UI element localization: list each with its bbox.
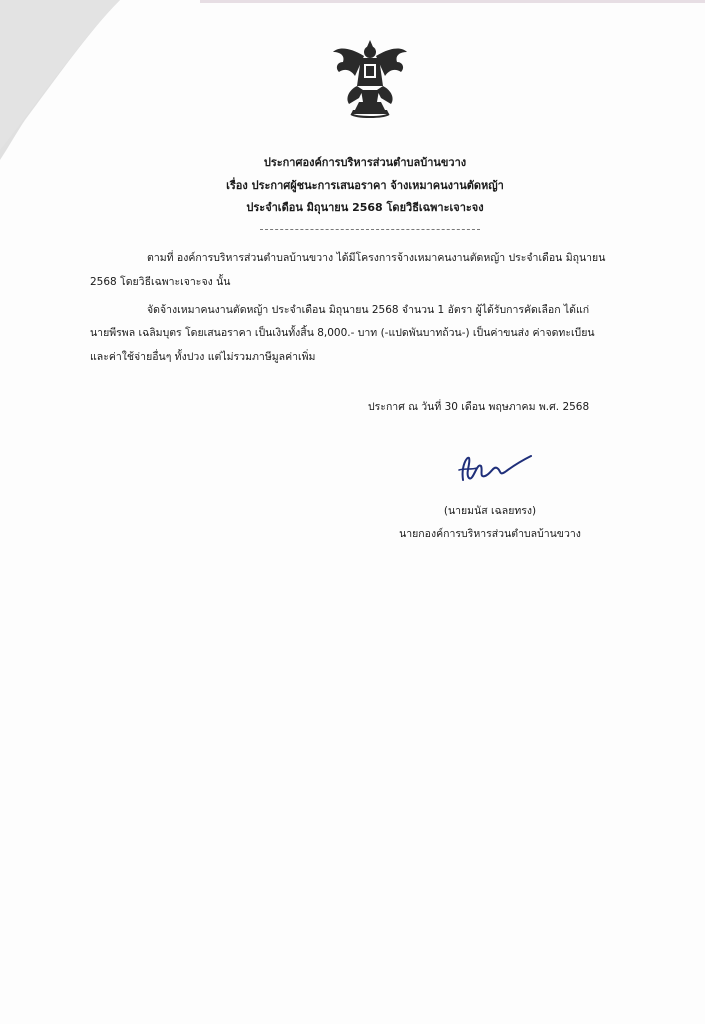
signature-image bbox=[455, 448, 535, 488]
body-paragraph-1-line-1: ตามที่ องค์การบริหารส่วนตำบลบ้านขวาง ได้มีโครงการจ้างเหมาคนงานตัดหญ้า ประจำเดือน มิถุนายน bbox=[147, 252, 606, 264]
signatory-position: นายกองค์การบริหารส่วนตำบลบ้านขวาง bbox=[399, 528, 581, 540]
body-paragraph-2-line-1: จัดจ้างเหมาคนงานตัดหญ้า ประจำเดือน มิถุนายน 2568 จำนวน 1 อัตรา ผู้ได้รับการคัดเลือก ได้แก่ bbox=[147, 304, 590, 316]
body-paragraph-2-line-3: และค่าใช้จ่ายอื่นๆ ทั้งปวง แต่ไม่รวมภาษีมูลค่าเพิ่ม bbox=[90, 351, 316, 363]
header-period: ประจำเดือน มิถุนายน 2568 โดยวิธีเฉพาะเจาะจง bbox=[246, 201, 484, 214]
header-subject: เรื่อง ประกาศผู้ชนะการเสนอราคา จ้างเหมาคนงานตัดหญ้า bbox=[226, 179, 504, 192]
body-paragraph-1-line-2: 2568 โดยวิธีเฉพาะเจาะจง นั้น bbox=[90, 276, 231, 288]
header-organization: ประกาศองค์การบริหารส่วนตำบลบ้านขวาง bbox=[263, 156, 467, 169]
header-divider bbox=[260, 229, 480, 230]
signatory-name: (นายมนัส เฉลยทรง) bbox=[443, 505, 537, 517]
garuda-emblem bbox=[331, 38, 409, 120]
announcement-date: ประกาศ ณ วันที่ 30 เดือน พฤษภาคม พ.ศ. 2568 bbox=[368, 401, 590, 413]
body-paragraph-2-line-2: นายพีรพล เฉลิมบุตร โดยเสนอราคา เป็นเงินทั้งสิ้น 8,000.- บาท (-แปดพันบาทถ้วน-) เป็นค่าขนส่ง ค่าจดทะเบียน bbox=[90, 327, 595, 339]
